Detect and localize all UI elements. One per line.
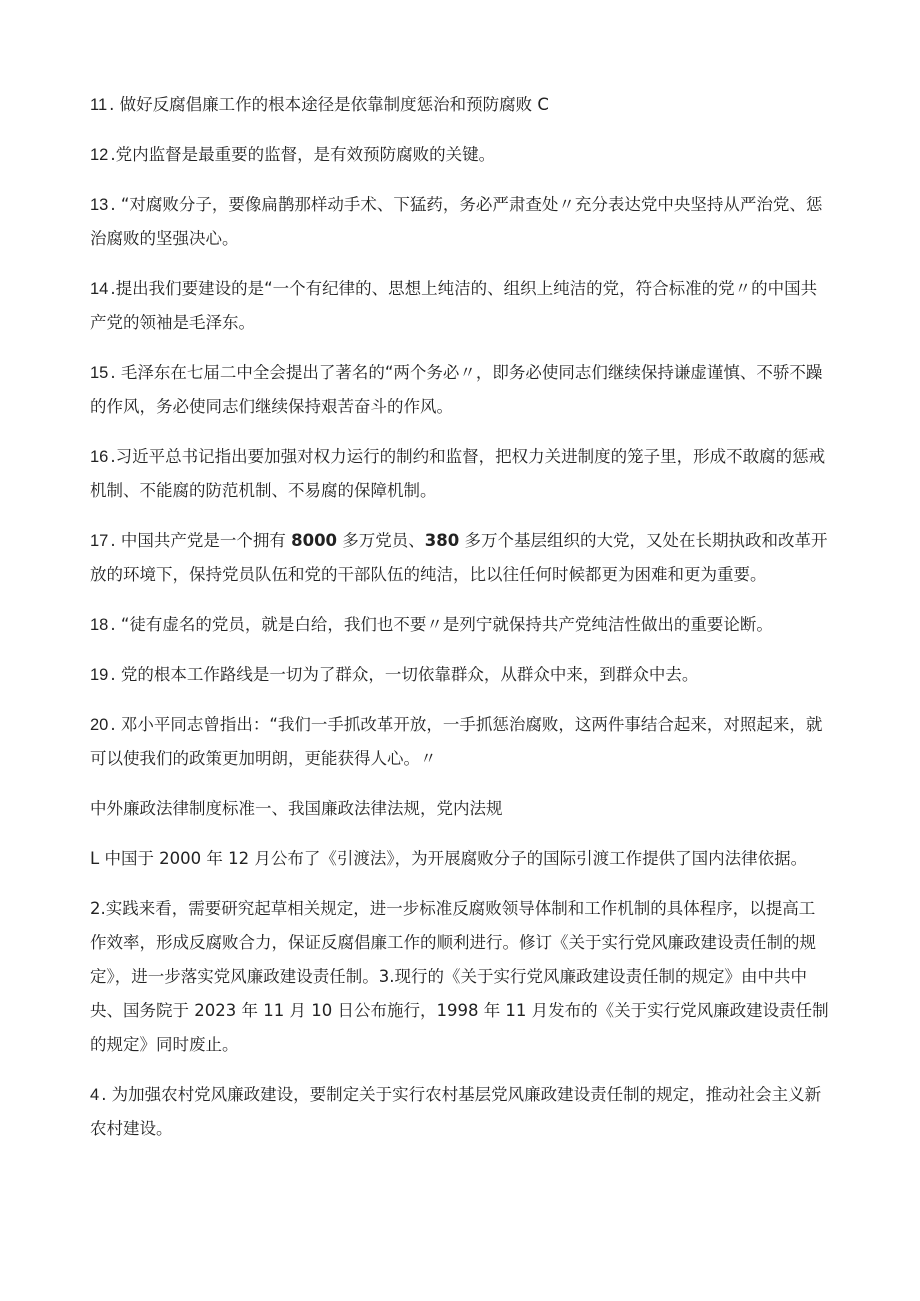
item-number: 11 xyxy=(90,96,108,114)
list-item-20 xyxy=(90,708,830,776)
item-text: . 做好反腐倡廉工作的根本途径是依靠制度惩治和预防腐败 C xyxy=(109,95,549,114)
item-number: 19 xyxy=(90,666,109,684)
law-item-4 xyxy=(90,1078,830,1146)
list-item-14 xyxy=(90,272,830,340)
item-number: 15 xyxy=(90,364,109,382)
item-text: . 为加强农村党风廉政建设，要制定关于实行农村基层党风廉政建设责任制的规定，推动社会主义新农村建设。 xyxy=(90,1085,822,1138)
item-text-part: 多万个基层组织的大党，又处在长期执政和改革开放的环境下，保持党员队伍和党的干部队伍的纯洁，比以往任何时候都更为困难和更为重要。 xyxy=(90,531,828,584)
item-text: L 中国于 2000 年 12 月公布了《引渡法》，为开展腐败分子的国际引渡工作提供了国内法律依据。 xyxy=(90,849,808,868)
item-number: 4 xyxy=(90,1086,100,1104)
item-number: 14 xyxy=(90,280,109,298)
item-text: .提出我们要建设的是“一个有纪律的、思想上纯洁的、组织上纯洁的党，符合标准的党〃的中国共产党的领袖是毛泽东。 xyxy=(90,279,818,332)
item-number: 18 xyxy=(90,616,109,634)
document-body xyxy=(90,88,830,1162)
list-item-15 xyxy=(90,356,830,424)
list-item-11 xyxy=(90,88,830,122)
item-text: .习近平总书记指出要加强对权力运行的制约和监督，把权力关进制度的笼子里，形成不敢腐的惩戒机制、不能腐的防范机制、不易腐的保障机制。 xyxy=(90,447,826,500)
item-number: 16 xyxy=(90,448,109,466)
list-item-17 xyxy=(90,524,830,592)
law-item-1 xyxy=(90,842,830,876)
list-item-19 xyxy=(90,658,830,692)
item-number: 13 xyxy=(90,196,109,214)
section-heading: 中外廉政法律制度标准一、我国廉政法律法规，党内法规 xyxy=(90,799,503,818)
item-text-part: . 中国共产党是一个拥有 xyxy=(110,531,292,550)
list-item-12 xyxy=(90,138,830,172)
party-member-count: 8000 xyxy=(291,531,338,550)
item-text: .党内监督是最重要的监督，是有效预防腐败的关键。 xyxy=(110,145,496,164)
item-number: 12 xyxy=(90,146,109,164)
item-text: . “徒有虚名的党员，就是白给，我们也不要〃是列宁就保持共产党纯洁性做出的重要论断。 xyxy=(110,615,773,634)
law-item-2 xyxy=(90,892,830,1062)
list-item-16 xyxy=(90,440,830,508)
item-text: . “对腐败分子，要像扁鹊那样动手术、下猛药，务必严肃查处〃充分表达党中央坚持从严治党、惩治腐败的坚强决心。 xyxy=(90,195,823,248)
item-text: 2.实践来看，需要研究起草相关规定，进一步标准反腐败领导体制和工作机制的具体程序，以提高工作效率，形成反腐败合力，保证反腐倡廉工作的顺利进行。修订《关于实行党风廉政建设责任制的规定》，进一步落实党风廉政建设责任制。3.现行的《关于实行党风廉政建设责任制的规定》由中共中央、国务院于 2023 年 11 月 10 日公布施行，1998 年 11 月发布的《关于实行党风廉政建设责任制的规定》同时废止。 xyxy=(90,899,829,1054)
list-item-13 xyxy=(90,188,830,256)
item-text: . 党的根本工作路线是一切为了群众，一切依靠群众，从群众中来，到群众中去。 xyxy=(110,665,699,684)
item-text-part: 多万党员、 xyxy=(337,531,425,550)
item-number: 20 xyxy=(90,716,109,734)
grassroots-org-count: 380 xyxy=(424,531,460,550)
item-text: . 邓小平同志曾指出：“我们一手抓改革开放，一手抓惩治腐败，这两件事结合起来，对照起来，就可以使我们的政策更加明朗，更能获得人心。〃 xyxy=(90,715,823,768)
list-item-18 xyxy=(90,608,830,642)
item-text: . 毛泽东在七届二中全会提出了著名的“两个务必〃，即务必使同志们继续保持谦虚谨慎、不骄不躁的作风，务必使同志们继续保持艰苦奋斗的作风。 xyxy=(90,363,823,416)
item-number: 17 xyxy=(90,532,109,550)
